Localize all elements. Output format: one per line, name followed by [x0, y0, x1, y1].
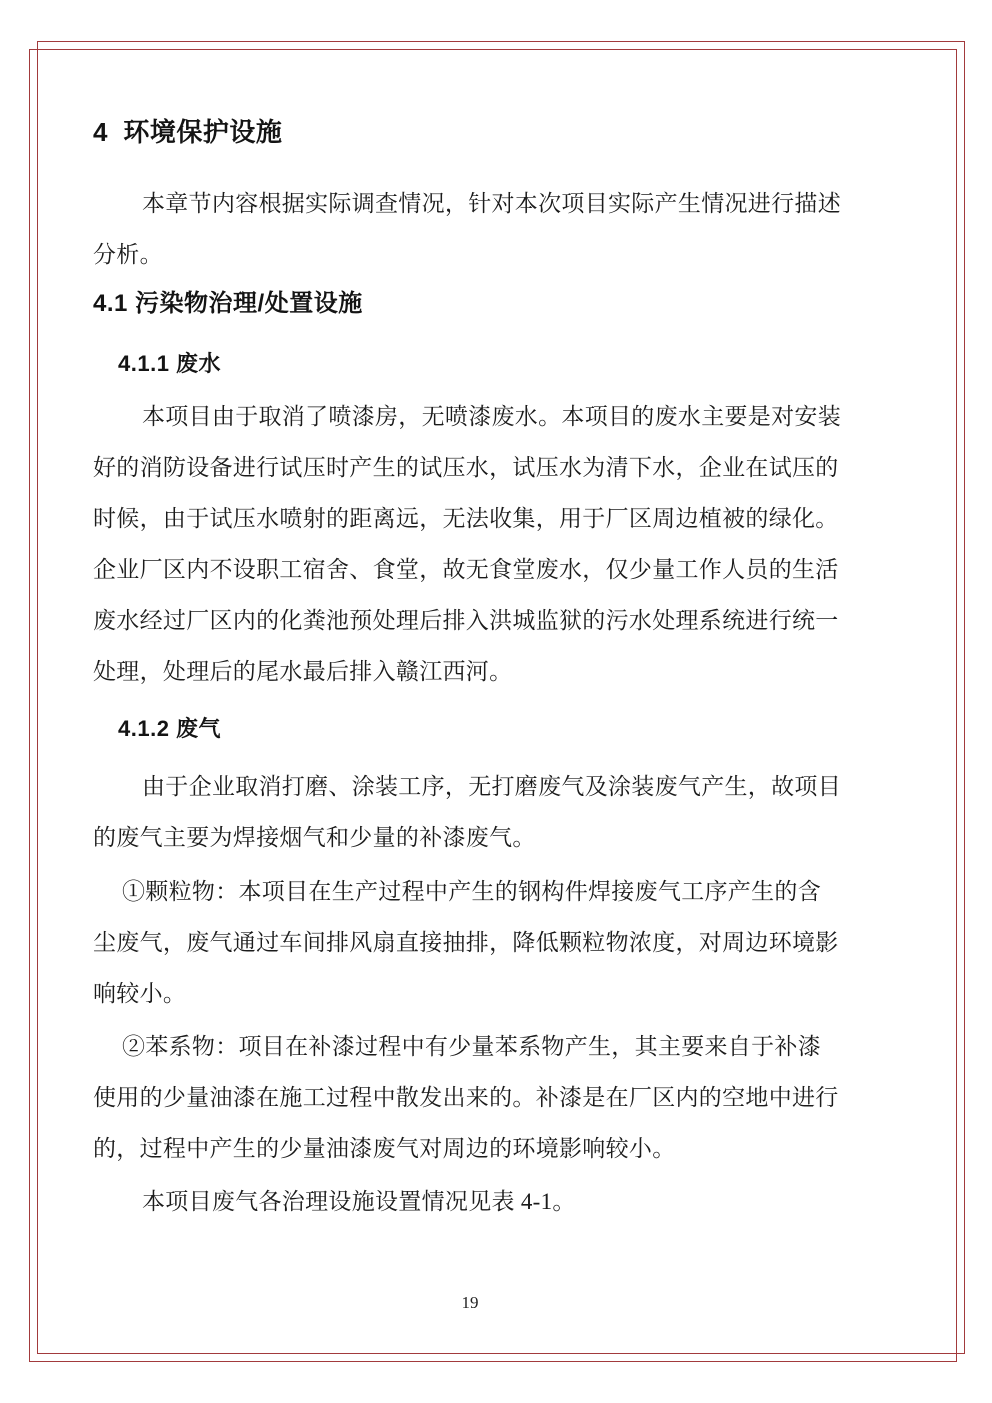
wastewater-paragraph [93, 391, 883, 697]
body-line: 时候，由于试压水喷射的距离远，无法收集，用于厂区周边植被的绿化。 [93, 506, 839, 531]
page-number: 19 [461, 1293, 479, 1312]
document-body [93, 0, 883, 1227]
body-line: 分析。 [93, 242, 163, 267]
body-line: ②苯系物：项目在补漆过程中有少量苯系物产生，其主要来自于补漆 [122, 1034, 821, 1059]
body-line: 的，过程中产生的少量油漆废气对周边的环境影响较小。 [93, 1136, 676, 1161]
body-line: 废水经过厂区内的化粪池预处理后排入洪城监狱的污水处理系统进行统一 [93, 608, 839, 633]
body-line: 由于企业取消打磨、涂装工序，无打磨废气及涂装废气产生，故项目 [142, 774, 841, 799]
chapter-heading: 4 环境保护设施 [93, 117, 283, 147]
body-line: 企业厂区内不设职工宿舍、食堂，故无食堂废水，仅少量工作人员的生活 [93, 557, 839, 582]
subsection-heading-411: 4.1.1 废水 [118, 351, 222, 376]
wastegas-intro-paragraph [93, 761, 883, 863]
body-line: 本项目废气各治理设施设置情况见表 4-1。 [142, 1189, 576, 1214]
particulate-paragraph [93, 866, 883, 1019]
benzene-paragraph [93, 1021, 883, 1174]
body-line: 尘废气，废气通过车间排风扇直接抽排，降低颗粒物浓度，对周边环境影 [93, 930, 839, 955]
body-line: 本项目由于取消了喷漆房，无喷漆废水。本项目的废水主要是对安装 [142, 404, 841, 429]
intro-paragraph [93, 178, 883, 280]
body-line: ①颗粒物：本项目在生产过程中产生的钢构件焊接废气工序产生的含 [122, 879, 821, 904]
body-line: 本章节内容根据实际调查情况，针对本次项目实际产生情况进行描述 [142, 191, 841, 216]
body-line: 处理，处理后的尾水最后排入赣江西河。 [93, 659, 513, 684]
body-line: 好的消防设备进行试压时产生的试压水，试压水为清下水，企业在试压的 [93, 455, 839, 480]
body-line: 使用的少量油漆在施工过程中散发出来的。补漆是在厂区内的空地中进行 [93, 1085, 839, 1110]
body-line: 响较小。 [93, 981, 187, 1006]
subsection-heading-412: 4.1.2 废气 [118, 716, 222, 741]
section-heading-41: 4.1 污染物治理/处置设施 [93, 290, 363, 317]
table-reference-paragraph [93, 1176, 883, 1227]
body-line: 的废气主要为焊接烟气和少量的补漆废气。 [93, 825, 536, 850]
